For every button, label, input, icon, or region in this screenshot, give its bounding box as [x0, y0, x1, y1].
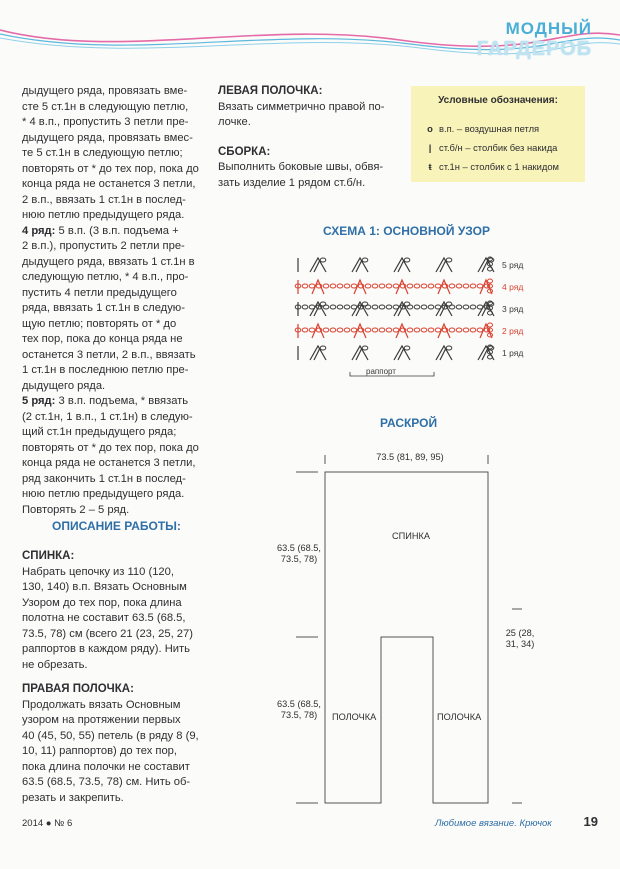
text-line: дыдущего ряда, ввязать 1 ст.1н в [22, 255, 195, 268]
text-line: * 4 в.п., пропустить 3 петли пре- [22, 116, 189, 128]
legend-item: | ст.б/н – столбик без накида [421, 142, 557, 153]
text-line: нюю петлю предыдущего ряда. [22, 209, 185, 221]
magazine-title: Любимое вязание. Крючок [435, 818, 552, 829]
text-line: повторять от * до тех пор, пока до [22, 162, 199, 175]
text-line: повторять от * до тех пор, пока до [22, 441, 199, 454]
left-front-title: ЛЕВАЯ ПОЛОЧКА: [218, 85, 323, 97]
text-line: 5 в.п. (3 в.п. подъема + [55, 224, 179, 237]
legend-item: o в.п. – воздушная петля [421, 123, 539, 134]
brand-line-2: ГАРДЕРОБ [476, 38, 592, 60]
legend-item: ŧ ст.1н – столбик с 1 накидом [421, 161, 559, 172]
work-description-title: ОПИСАНИЕ РАБОТЫ: [52, 519, 181, 533]
text-line: 130, 140) в.п. Вязать Основным [22, 581, 187, 593]
issue-info: 2014 ● № 6 [22, 818, 73, 829]
row4-label: 4 ряд: [22, 224, 56, 237]
text-line: щий ст.1н предыдущего ряда; [22, 426, 177, 438]
text-line: дыдущего ряда, провязать вме- [22, 85, 188, 97]
back-title: СПИНКА: [22, 550, 75, 562]
back-piece-label: СПИНКА [392, 531, 430, 541]
text-line: тех пор, пока до конца ряда не [22, 333, 183, 345]
text-line: ряд закончить 1 ст.1н в послед- [22, 472, 186, 485]
chain-stitch-icon: o [427, 123, 433, 134]
single-crochet-icon: | [428, 142, 432, 153]
text-line: ряда, ввязать 1 ст.1н в следую- [22, 302, 185, 314]
text-line: полотна не составит 63.5 (68.5, [22, 612, 186, 624]
text-line: 10, 11) раппортов) до тех пор, [22, 745, 178, 757]
text-line: те 5 ст.1н в следующую петлю; [22, 147, 183, 159]
text-line: Узором до тех пор, пока длина [22, 596, 182, 609]
brand-line-1: МОДНЫЙ [505, 19, 592, 38]
text-line: раппортов в каждом ряду). Нить [22, 643, 190, 655]
text-line: дыдущего ряда. [22, 379, 106, 392]
text-line: не обрезать. [22, 658, 88, 671]
left-front-piece-label: ПОЛОЧКА [332, 712, 377, 722]
rapport-label: раппорт [366, 367, 396, 376]
text-line: Выполнить боковые швы, обвя- [218, 161, 384, 173]
text-line: 2 в.п., ввязать 1 ст.1н в послед- [22, 193, 186, 206]
front-height-dimension: 63.5 (68.5, 73.5, 78) [277, 699, 321, 720]
text-line: зать изделие 1 рядом ст.б/н. [218, 176, 366, 189]
row-label: 1 ряд [502, 348, 524, 358]
double-crochet-icon: ŧ [428, 161, 432, 172]
text-line: дыдущего ряда, провязать вмес- [22, 131, 193, 144]
pattern-title: РАСКРОЙ [380, 416, 438, 430]
text-line: Вязать симметрично правой по- [218, 100, 385, 113]
text-line: конца ряда не останется 3 петли, [22, 457, 196, 469]
text-line: лочке. [218, 116, 251, 128]
right-front-piece-label: ПОЛОЧКА [437, 712, 482, 722]
text-line: пока длина полочки не составит [22, 760, 190, 773]
right-front-title: ПРАВАЯ ПОЛОЧКА: [22, 683, 134, 695]
page-number: 19 [583, 814, 598, 829]
legend-title: Условные обозначения: [438, 95, 558, 106]
back-height-dimension: 63.5 (68.5, 73.5, 78) [277, 543, 321, 564]
front-width-dimension: 25 (28, 31, 34) [505, 628, 535, 649]
text-line: Повторять 2 – 5 ряд. [22, 503, 130, 516]
text-line: 3 в.п. подъема, * ввязать [55, 395, 189, 407]
text-line: сте 5 ст.1н в следующую петлю, [22, 100, 189, 113]
text-line: Продолжать вязать Основным [22, 698, 181, 711]
scheme-title: СХЕМА 1: ОСНОВНОЙ УЗОР [323, 224, 491, 238]
text-line: узором на протяжении первых [22, 714, 181, 726]
row-label: 2 ряд [502, 326, 524, 336]
text-line: пустить 4 петли предыдущего [22, 286, 177, 299]
text-line: 73.5, 78) см (всего 21 (23, 25, 27) [22, 627, 193, 640]
top-width-dimension: 73.5 (81, 89, 95) [376, 452, 444, 462]
text-line: 40 (45, 50, 55) петель (в ряду 8 (9, [22, 729, 199, 742]
text-line: резать и закрепить. [22, 791, 124, 804]
text-line: 63.5 (68.5, 73.5, 78) см. Нить об- [22, 776, 191, 788]
assembly-title: СБОРКА: [218, 145, 271, 158]
text-line: (2 ст.1н, 1 в.п., 1 ст.1н) в следую- [22, 410, 193, 423]
text-line: Набрать цепочку из 110 (120, [22, 565, 174, 578]
text-line: останется 3 петли, 2 в.п., ввязать [22, 348, 196, 361]
text-line: 1 ст.1н в последнюю петлю пре- [22, 364, 189, 376]
text-line: щую петлю; повторять от * до [22, 317, 177, 330]
row-label: 3 ряд [502, 304, 524, 314]
text-line: следующую петлю, * 4 в.п., про- [22, 271, 189, 283]
text-line: конца ряда не останется 3 петли, [22, 178, 196, 190]
row-label: 4 ряд [502, 282, 524, 292]
text-line: 2 в.п.), пропустить 2 петли пре- [22, 240, 185, 252]
row-label: 5 ряд [502, 260, 524, 270]
row5-label: 5 ряд: [22, 395, 56, 407]
text-line: нюю петлю предыдущего ряда. [22, 488, 185, 500]
